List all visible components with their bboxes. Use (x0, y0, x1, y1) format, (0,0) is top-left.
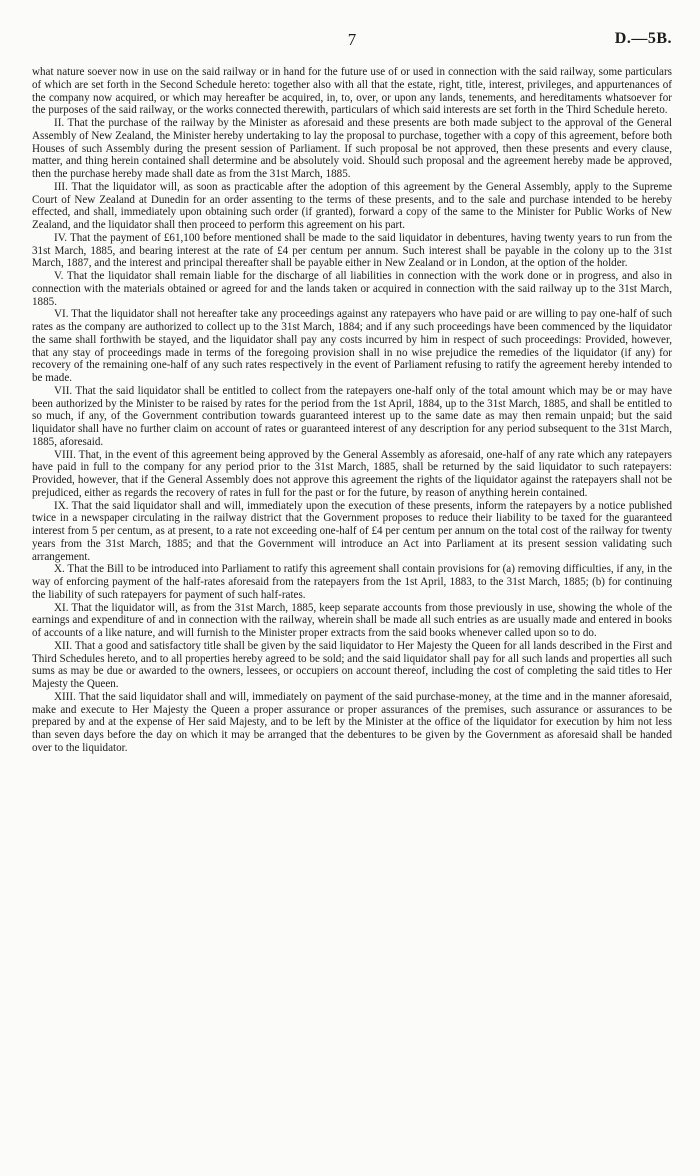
clause-iv: IV. That the payment of £61,100 before mentioned shall be made to the said liquidator in debentures, having twenty years to run from the 31st March, 1885, and bearing interest at the rate of £4 per centum per annum. Such interest shall be payable in the colony up to the 31st March, 1887, and the interest and principal thereafter shall be payable either in New Zealand or in London, at the option of the holder. (32, 231, 672, 270)
clause-xi: XI. That the liquidator will, as from the 31st March, 1885, keep separate accounts from those previously in use, showing the whole of the earnings and expenditure of and in connection with the railway, wherein shall be made all such entries as are usually made and entered in books of accounts of a like nature, and will furnish to the Minister proper extracts from the said books whenever called upon so to do. (32, 601, 672, 639)
clause-vii: VII. That the said liquidator shall be entitled to collect from the ratepayers one-half only of the total amount which may be or may have been authorized by the Minister to be raised by rates for the period from the 1st April, 1884, up to the 31st March, 1885, and shall be entitled to so much, if any, of the Government contribution towards guaranteed interest up to the same date as may then remain unpaid; but the said liquidator shall have no further claim on account of rates or guaranteed interest of any description for any period subsequent to the 31st March, 1885, aforesaid. (32, 384, 672, 448)
clause-iii: III. That the liquidator will, as soon as practicable after the adoption of this agreement by the General Assembly, apply to the Supreme Court of New Zealand at Dunedin for an order assenting to the terms of these presents, and to the sale and purchase intended to be hereby effected, and shall, immediately upon obtaining such order (if granted), forward a copy of the same to the Minister for Public Works of New Zealand, and the liquidator shall then proceed to perform this agreement on his part. (32, 180, 672, 231)
clause-v: V. That the liquidator shall remain liable for the discharge of all liabilities in connection with the work done or in progress, and also in connection with the materials obtained or agreed for and the lands taken or acquired in connection with the said railway up to the 31st March, 1885. (32, 270, 672, 308)
clause-viii: VIII. That, in the event of this agreement being approved by the General Assembly as aforesaid, one-half of any rate which any ratepayers have paid in full to the company for any period prior to the 31st March, 1885, shall be returned by the said liquidator to such ratepayers: Provided, however, that if the General Assembly does not approve this agreement the rights of the liquidator against the ratepayers shall not be prejudiced, either as regards the recovery of rates in full for the past or for the future, by reason of anything herein contained. (32, 448, 672, 499)
clause-xiii: XIII. That the said liquidator shall and will, immediately on payment of the said purchase-money, at the time and in the manner aforesaid, make and execute to Her Majesty the Queen a proper assurance or proper assurances of the premises, such assurance or assurances to be prepared by and at the expense of Her said Majesty, and to be left by the Minister at the office of the liquidator for execution by him not less than seven days before the day on which it may be arranged that the debentures to be given by the Government as aforesaid shall be handed over to the liquidator. (32, 690, 672, 754)
clause-vi: VI. That the liquidator shall not hereafter take any proceedings against any ratepayers who have paid or are willing to pay one-half of such rates as the company are authorized to collect up to the 31st March, 1884; and if any such proceedings have been commenced by the liquidator the same shall forthwith be stayed, and the liquidator shall pay any costs incurred by him in respect of such proceedings: Provided, however, that any stay of proceedings made in terms of the foregoing provision shall in no wise prejudice the remedies of the liquidator (if any) for recovery of the remaining one-half of any such rates respectively in the event of Parliament refusing to ratify the agreement hereby intended to be made. (32, 308, 672, 384)
page-header (32, 30, 672, 54)
clause-xii: XII. That a good and satisfactory title shall be given by the said liquidator to Her Majesty the Queen for all lands described in the First and Third Schedules hereto, and to all properties hereby agreed to be sold; and the said liquidator shall pay for all such lands and properties all such sums as may be due or awarded to the owners, lessees, or occupiers on account thereof, including the cost of completing the said titles to Her Majesty the Queen. (32, 639, 672, 690)
clause-ix: IX. That the said liquidator shall and will, immediately upon the execution of these presents, inform the ratepayers by a notice published twice in a newspaper circulating in the railway district that the Government proposes to reduce their liability to be taxed for the guaranteed interest from 5 per centum, as at present, to a rate not exceeding one-half of £4 per centum per annum on the total cost of the railway for twenty years from the 31st March, 1885; and that the Government will introduce an Act into Parliament at its present session validating such arrangement. (32, 499, 672, 563)
document-reference: D.—5B. (614, 30, 672, 47)
clause-x: X. That the Bill to be introduced into Parliament to ratify this agreement shall contain provisions for (a) removing difficulties, if any, in the way of enforcing payment of the half-rates aforesaid from the ratepayers from the 1st April, 1883, to the 31st March, 1885; (b) for continuing the liability of such ratepayers for payment of such half-rates. (32, 563, 672, 601)
document-body (32, 66, 672, 755)
paragraph-continuation: what nature soever now in use on the said railway or in hand for the future use of or used in connection with the said railway, some particulars of which are set forth in the Second Schedule hereto: together also with all that the estate, right, title, interest, privileges, and appurtenances of the company now acquired, or which may hereafter be acquired, in, to, over, or upon any lands, tenements, and hereditaments whatsoever for the purposes of the said railway, or the works connected therewith, particulars of which said interests are set forth in the Third Schedule hereto. (32, 66, 672, 117)
clause-ii: II. That the purchase of the railway by the Minister as aforesaid and these presents are both made subject to the approval of the General Assembly of New Zealand, the Minister hereby undertaking to lay the proposal to purchase, together with a copy of this agreement, before both Houses of such Assembly during the present session of Parliament. If such proposal be not approved, then these presents and every clause, matter, and thing herein contained shall determine and be absolutely void. Should such proposal and the agreement hereby made be approved, then the purchase hereby made shall date as from the 31st March, 1885. (32, 117, 672, 180)
page-number: 7 (347, 30, 357, 49)
